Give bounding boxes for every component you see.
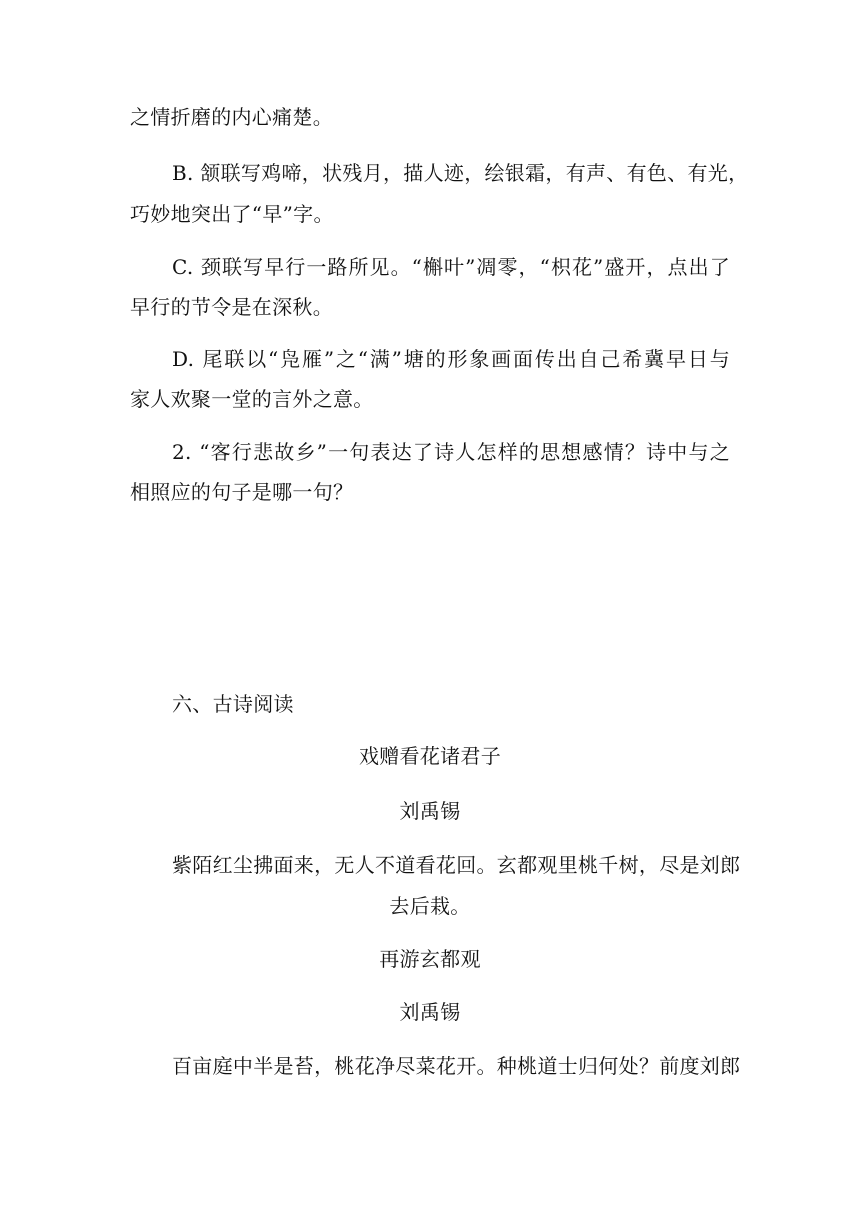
option-d-line-2: 家人欢聚一堂的言外之意。: [130, 387, 374, 411]
section-heading: 六、古诗阅读: [172, 692, 294, 716]
option-c-line-2: 早行的节令是在深秋。: [130, 295, 333, 319]
poem-author-1: 刘禹锡: [399, 799, 461, 823]
option-c-line-1: C. 颈联写早行一路所见。“槲叶”凋零，“枳花”盛开，点出了: [172, 255, 730, 279]
poem-1-text-line-1: 紫陌红尘拂面来，无人不道看花回。玄都观里桃千树，尽是刘郎: [172, 853, 741, 877]
poem-title-1: 戏赠看花诸君子: [358, 744, 502, 768]
option-d-line-1: D. 尾联以“凫雁”之“满”塘的形象画面传出自己希冀早日与: [172, 347, 730, 371]
poem-author-2: 刘禹锡: [399, 1000, 461, 1024]
option-b-line-2: 巧妙地突出了“早”字。: [130, 202, 334, 226]
poem-title-2: 再游玄都观: [379, 947, 481, 971]
question-2-line-2: 相照应的句子是哪一句？: [130, 480, 354, 504]
question-2-line-1: 2. “客行悲故乡”一句表达了诗人怎样的思想感情？诗中与之: [172, 440, 730, 464]
poem-2-text-line-1: 百亩庭中半是苔，桃花净尽菜花开。种桃道士归何处？前度刘郎: [172, 1054, 741, 1078]
option-b-line-1: B. 颔联写鸡啼，状残月，描人迹，绘银霜，有声、有色、有光，: [172, 161, 749, 185]
poem-1-text-line-2: 去后栽。: [389, 894, 471, 918]
text-line-1: 之情折磨的内心痛楚。: [130, 105, 333, 129]
